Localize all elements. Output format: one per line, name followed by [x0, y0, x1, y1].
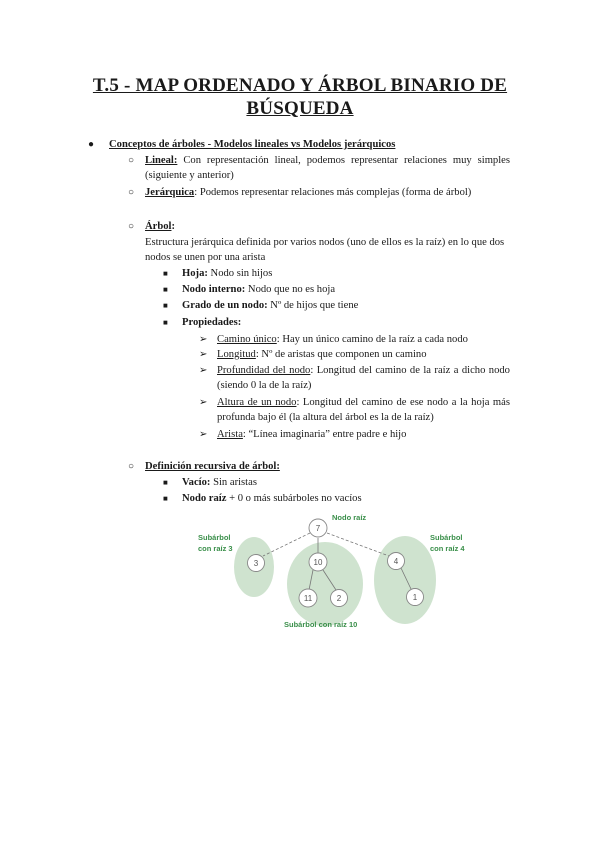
arbol-colon: : — [171, 221, 176, 232]
arrow-bullet-icon: ➢ — [199, 429, 208, 440]
arrow-bullet-icon: ➢ — [199, 365, 208, 376]
grado-term: Grado de un nodo: — [182, 300, 268, 311]
subtree-10-label: Subárbol con raíz 10 — [284, 620, 358, 629]
profundidad-text: : Longitud del camino de la raíz a dicho nodo — [310, 365, 510, 376]
jerarquica-term: Jerárquica — [145, 187, 195, 198]
bullet-disc-icon: ● — [88, 139, 95, 150]
tree-node-label: 4 — [393, 557, 399, 566]
tree-node-label: 11 — [303, 594, 313, 603]
lineal-text: Con representación lineal, podemos representar relaciones muy simples — [183, 155, 510, 166]
tree-node-label: 7 — [315, 524, 321, 533]
subtree-10-blob — [287, 542, 363, 626]
root-node-label: Nodo raíz — [332, 513, 367, 522]
arrow-bullet-icon: ➢ — [199, 397, 208, 408]
lineal-term: Lineal: — [145, 155, 178, 166]
jerarquica-text: : Podemos representar relaciones más complejas (forma de árbol) — [194, 187, 472, 198]
altura-term: Altura de un nodo — [217, 397, 297, 408]
bullet-square-icon: ■ — [163, 318, 168, 327]
lineal-text-cont: (siguiente y anterior) — [145, 170, 234, 181]
grado-text: Nº de hijos que tiene — [267, 300, 359, 311]
bullet-square-icon: ■ — [163, 269, 168, 278]
bullet-circle-icon: ○ — [128, 155, 135, 166]
bullet-square-icon: ■ — [163, 494, 168, 503]
nodo-interno-text: Nodo que no es hoja — [245, 284, 336, 295]
section-heading: Conceptos de árboles - Modelos lineales vs Modelos jerárquicos — [109, 139, 396, 150]
subtree-4-blob — [374, 536, 436, 624]
altura-text: : Longitud del camino de ese nodo a la hoja más — [296, 397, 510, 408]
propiedades-term: Propiedades: — [182, 317, 242, 328]
camino-text: : Hay un único camino de la raíz a cada nodo — [276, 334, 468, 345]
subtree-4-label-cont: con raíz 4 — [430, 544, 465, 553]
tree-node-label: 2 — [336, 594, 342, 603]
altura-text-cont: profunda bajo él (la altura del árbol es la de la raíz) — [217, 412, 434, 423]
longitud-term: Longitud — [217, 349, 256, 360]
subtree-3-label-cont: con raíz 3 — [198, 544, 233, 553]
title-line-1: T.5 - MAP ORDENADO Y ÁRBOL BINARIO DE — [92, 75, 508, 96]
bullet-circle-icon: ○ — [128, 221, 135, 232]
hoja-text: Nodo sin hijos — [207, 268, 273, 279]
arista-text: : “Línea imaginaria” entre padre e hijo — [242, 429, 407, 440]
vacio-term: Vacío: — [182, 477, 211, 488]
tree-node-label: 1 — [412, 593, 418, 602]
tree-node-label: 3 — [253, 559, 259, 568]
subtree-3-label: Subárbol — [198, 533, 231, 542]
subtree-4-label: Subárbol — [430, 533, 463, 542]
hoja-term: Hoja: — [182, 268, 208, 279]
profundidad-term: Profundidad del nodo — [217, 365, 311, 376]
arrow-bullet-icon: ➢ — [199, 334, 208, 345]
longitud-text: : Nº de aristas que componen un camino — [255, 349, 427, 360]
raiz-term: Nodo raíz — [182, 493, 227, 504]
title-line-2: BÚSQUEDA — [246, 98, 354, 119]
bullet-square-icon: ■ — [163, 478, 168, 487]
bullet-circle-icon: ○ — [128, 461, 135, 472]
bullet-square-icon: ■ — [163, 301, 168, 310]
bullet-circle-icon: ○ — [128, 187, 135, 198]
profundidad-text-cont: (siendo 0 la de la raíz) — [217, 380, 312, 391]
arbol-desc: Estructura jerárquica definida por varios nodos (uno de ellos es la raíz) en lo que dos — [145, 237, 505, 248]
raiz-text: + 0 o más subárboles no vacíos — [226, 493, 362, 504]
tree-node-label: 10 — [313, 558, 323, 567]
bullet-square-icon: ■ — [163, 285, 168, 294]
vacio-text: Sin aristas — [210, 477, 257, 488]
arbol-desc-cont: nodos se unen por una arista — [145, 252, 266, 263]
arrow-bullet-icon: ➢ — [199, 349, 208, 360]
arista-term: Arista — [217, 429, 243, 440]
recursiva-heading: Definición recursiva de árbol: — [145, 461, 280, 472]
nodo-interno-term: Nodo interno: — [182, 284, 246, 295]
arbol-term: Árbol — [145, 221, 172, 232]
camino-term: Camino único — [217, 334, 277, 345]
